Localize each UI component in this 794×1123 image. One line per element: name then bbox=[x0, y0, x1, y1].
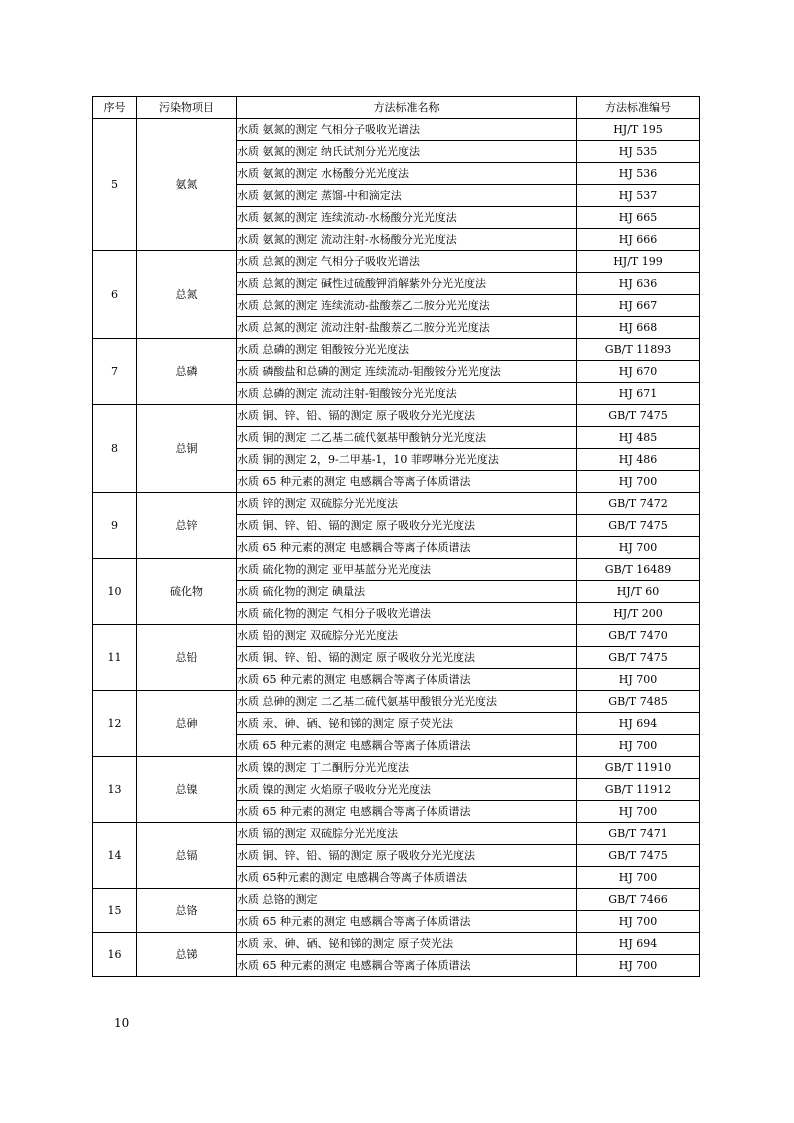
method-name-cell: 水质 总铬的测定 bbox=[237, 889, 577, 911]
table-header bbox=[93, 97, 700, 119]
method-name-cell: 水质 镉的测定 双硫腙分光光度法 bbox=[237, 823, 577, 845]
pollutant-item-cell: 总铅 bbox=[137, 625, 237, 691]
pollutant-item-cell: 总砷 bbox=[137, 691, 237, 757]
serial-number-cell: 12 bbox=[93, 691, 137, 757]
method-code-cell: GB/T 7472 bbox=[577, 493, 700, 515]
serial-number-cell: 11 bbox=[93, 625, 137, 691]
table-row bbox=[93, 251, 700, 273]
table-row bbox=[93, 757, 700, 779]
serial-number-cell: 15 bbox=[93, 889, 137, 933]
method-name-cell: 水质 氨氮的测定 连续流动-水杨酸分光光度法 bbox=[237, 207, 577, 229]
header-pollutant-item: 污染物项目 bbox=[137, 97, 237, 119]
serial-number-cell: 14 bbox=[93, 823, 137, 889]
method-code-cell: GB/T 16489 bbox=[577, 559, 700, 581]
table-row bbox=[93, 823, 700, 845]
header-row bbox=[93, 97, 700, 119]
method-name-cell: 水质 总砷的测定 二乙基二硫代氨基甲酸银分光光度法 bbox=[237, 691, 577, 713]
serial-number-cell: 6 bbox=[93, 251, 137, 339]
method-code-cell: HJ/T 200 bbox=[577, 603, 700, 625]
pollutant-item-cell: 总磷 bbox=[137, 339, 237, 405]
page-number: 10 bbox=[114, 1016, 130, 1030]
table-row bbox=[93, 405, 700, 427]
serial-number-cell: 10 bbox=[93, 559, 137, 625]
pollutant-item-cell: 总铬 bbox=[137, 889, 237, 933]
method-code-cell: HJ/T 199 bbox=[577, 251, 700, 273]
method-code-cell: HJ 700 bbox=[577, 471, 700, 493]
method-name-cell: 水质 硫化物的测定 亚甲基蓝分光光度法 bbox=[237, 559, 577, 581]
header-method-code: 方法标准编号 bbox=[577, 97, 700, 119]
method-code-cell: HJ 700 bbox=[577, 867, 700, 889]
method-name-cell: 水质 汞、砷、硒、铋和锑的测定 原子荧光法 bbox=[237, 933, 577, 955]
method-code-cell: GB/T 7485 bbox=[577, 691, 700, 713]
method-code-cell: HJ/T 195 bbox=[577, 119, 700, 141]
method-code-cell: GB/T 7475 bbox=[577, 647, 700, 669]
method-name-cell: 水质 铜、锌、铅、镉的测定 原子吸收分光光度法 bbox=[237, 647, 577, 669]
header-serial-no: 序号 bbox=[93, 97, 137, 119]
method-name-cell: 水质 65 种元素的测定 电感耦合等离子体质谱法 bbox=[237, 801, 577, 823]
method-name-cell: 水质 氨氮的测定 纳氏试剂分光光度法 bbox=[237, 141, 577, 163]
method-code-cell: GB/T 11893 bbox=[577, 339, 700, 361]
method-name-cell: 水质 铜的测定 2，9-二甲基-1，10 菲啰啉分光光度法 bbox=[237, 449, 577, 471]
table-row bbox=[93, 889, 700, 911]
method-name-cell: 水质 65 种元素的测定 电感耦合等离子体质谱法 bbox=[237, 471, 577, 493]
method-name-cell: 水质 总氮的测定 碱性过硫酸钾消解紫外分光光度法 bbox=[237, 273, 577, 295]
method-name-cell: 水质 汞、砷、硒、铋和锑的测定 原子荧光法 bbox=[237, 713, 577, 735]
method-code-cell: GB/T 7470 bbox=[577, 625, 700, 647]
method-name-cell: 水质 总氮的测定 气相分子吸收光谱法 bbox=[237, 251, 577, 273]
pollutant-item-cell: 硫化物 bbox=[137, 559, 237, 625]
serial-number-cell: 9 bbox=[93, 493, 137, 559]
method-code-cell: HJ 665 bbox=[577, 207, 700, 229]
method-name-cell: 水质 铜、锌、铅、镉的测定 原子吸收分光光度法 bbox=[237, 515, 577, 537]
method-code-cell: HJ 667 bbox=[577, 295, 700, 317]
pollutant-item-cell: 总铜 bbox=[137, 405, 237, 493]
serial-number-cell: 16 bbox=[93, 933, 137, 977]
serial-number-cell: 13 bbox=[93, 757, 137, 823]
method-name-cell: 水质 65 种元素的测定 电感耦合等离子体质谱法 bbox=[237, 955, 577, 977]
table-row bbox=[93, 933, 700, 955]
serial-number-cell: 8 bbox=[93, 405, 137, 493]
method-code-cell: GB/T 11912 bbox=[577, 779, 700, 801]
method-code-cell: HJ 666 bbox=[577, 229, 700, 251]
table-row bbox=[93, 559, 700, 581]
method-code-cell: HJ 700 bbox=[577, 955, 700, 977]
method-name-cell: 水质 氨氮的测定 流动注射-水杨酸分光光度法 bbox=[237, 229, 577, 251]
method-name-cell: 水质 铅的测定 双硫腙分光光度法 bbox=[237, 625, 577, 647]
table-row bbox=[93, 691, 700, 713]
method-code-cell: HJ 700 bbox=[577, 735, 700, 757]
method-name-cell: 水质 氨氮的测定 水杨酸分光光度法 bbox=[237, 163, 577, 185]
method-code-cell: GB/T 11910 bbox=[577, 757, 700, 779]
table-row bbox=[93, 493, 700, 515]
method-code-cell: HJ 700 bbox=[577, 911, 700, 933]
table-row bbox=[93, 119, 700, 141]
method-code-cell: GB/T 7475 bbox=[577, 405, 700, 427]
method-name-cell: 水质 锌的测定 双硫腙分光光度法 bbox=[237, 493, 577, 515]
method-code-cell: HJ 485 bbox=[577, 427, 700, 449]
method-name-cell: 水质 65种元素的测定 电感耦合等离子体质谱法 bbox=[237, 867, 577, 889]
table-row bbox=[93, 339, 700, 361]
method-name-cell: 水质 铜、锌、铅、镉的测定 原子吸收分光光度法 bbox=[237, 845, 577, 867]
method-standards-table bbox=[92, 96, 700, 977]
method-name-cell: 水质 硫化物的测定 碘量法 bbox=[237, 581, 577, 603]
method-code-cell: HJ 535 bbox=[577, 141, 700, 163]
table-body bbox=[93, 119, 700, 977]
method-code-cell: HJ 694 bbox=[577, 713, 700, 735]
method-name-cell: 水质 总磷的测定 流动注射-钼酸铵分光光度法 bbox=[237, 383, 577, 405]
pollutant-item-cell: 总氮 bbox=[137, 251, 237, 339]
pollutant-item-cell: 氨氮 bbox=[137, 119, 237, 251]
method-code-cell: HJ 636 bbox=[577, 273, 700, 295]
method-code-cell: GB/T 7475 bbox=[577, 845, 700, 867]
method-code-cell: HJ 694 bbox=[577, 933, 700, 955]
method-name-cell: 水质 总氮的测定 连续流动-盐酸萘乙二胺分光光度法 bbox=[237, 295, 577, 317]
method-code-cell: HJ 670 bbox=[577, 361, 700, 383]
method-code-cell: GB/T 7466 bbox=[577, 889, 700, 911]
table-row bbox=[93, 625, 700, 647]
method-name-cell: 水质 65 种元素的测定 电感耦合等离子体质谱法 bbox=[237, 735, 577, 757]
method-name-cell: 水质 总氮的测定 流动注射-盐酸萘乙二胺分光光度法 bbox=[237, 317, 577, 339]
method-code-cell: HJ/T 60 bbox=[577, 581, 700, 603]
serial-number-cell: 5 bbox=[93, 119, 137, 251]
method-code-cell: GB/T 7475 bbox=[577, 515, 700, 537]
pollutant-item-cell: 总锑 bbox=[137, 933, 237, 977]
method-code-cell: HJ 536 bbox=[577, 163, 700, 185]
pollutant-item-cell: 总镍 bbox=[137, 757, 237, 823]
method-name-cell: 水质 硫化物的测定 气相分子吸收光谱法 bbox=[237, 603, 577, 625]
method-code-cell: GB/T 7471 bbox=[577, 823, 700, 845]
pollutant-item-cell: 总锌 bbox=[137, 493, 237, 559]
pollutant-item-cell: 总镉 bbox=[137, 823, 237, 889]
serial-number-cell: 7 bbox=[93, 339, 137, 405]
method-name-cell: 水质 65 种元素的测定 电感耦合等离子体质谱法 bbox=[237, 537, 577, 559]
method-code-cell: HJ 537 bbox=[577, 185, 700, 207]
method-name-cell: 水质 65 种元素的测定 电感耦合等离子体质谱法 bbox=[237, 911, 577, 933]
method-name-cell: 水质 总磷的测定 钼酸铵分光光度法 bbox=[237, 339, 577, 361]
method-name-cell: 水质 氨氮的测定 蒸馏-中和滴定法 bbox=[237, 185, 577, 207]
method-name-cell: 水质 镍的测定 火焰原子吸收分光光度法 bbox=[237, 779, 577, 801]
method-name-cell: 水质 65 种元素的测定 电感耦合等离子体质谱法 bbox=[237, 669, 577, 691]
header-method-name: 方法标准名称 bbox=[237, 97, 577, 119]
method-name-cell: 水质 铜的测定 二乙基二硫代氨基甲酸钠分光光度法 bbox=[237, 427, 577, 449]
method-name-cell: 水质 镍的测定 丁二酮肟分光光度法 bbox=[237, 757, 577, 779]
method-name-cell: 水质 铜、锌、铅、镉的测定 原子吸收分光光度法 bbox=[237, 405, 577, 427]
method-code-cell: HJ 668 bbox=[577, 317, 700, 339]
method-code-cell: HJ 700 bbox=[577, 537, 700, 559]
method-code-cell: HJ 700 bbox=[577, 669, 700, 691]
method-code-cell: HJ 671 bbox=[577, 383, 700, 405]
method-code-cell: HJ 486 bbox=[577, 449, 700, 471]
method-name-cell: 水质 磷酸盐和总磷的测定 连续流动-钼酸铵分光光度法 bbox=[237, 361, 577, 383]
method-name-cell: 水质 氨氮的测定 气相分子吸收光谱法 bbox=[237, 119, 577, 141]
method-code-cell: HJ 700 bbox=[577, 801, 700, 823]
